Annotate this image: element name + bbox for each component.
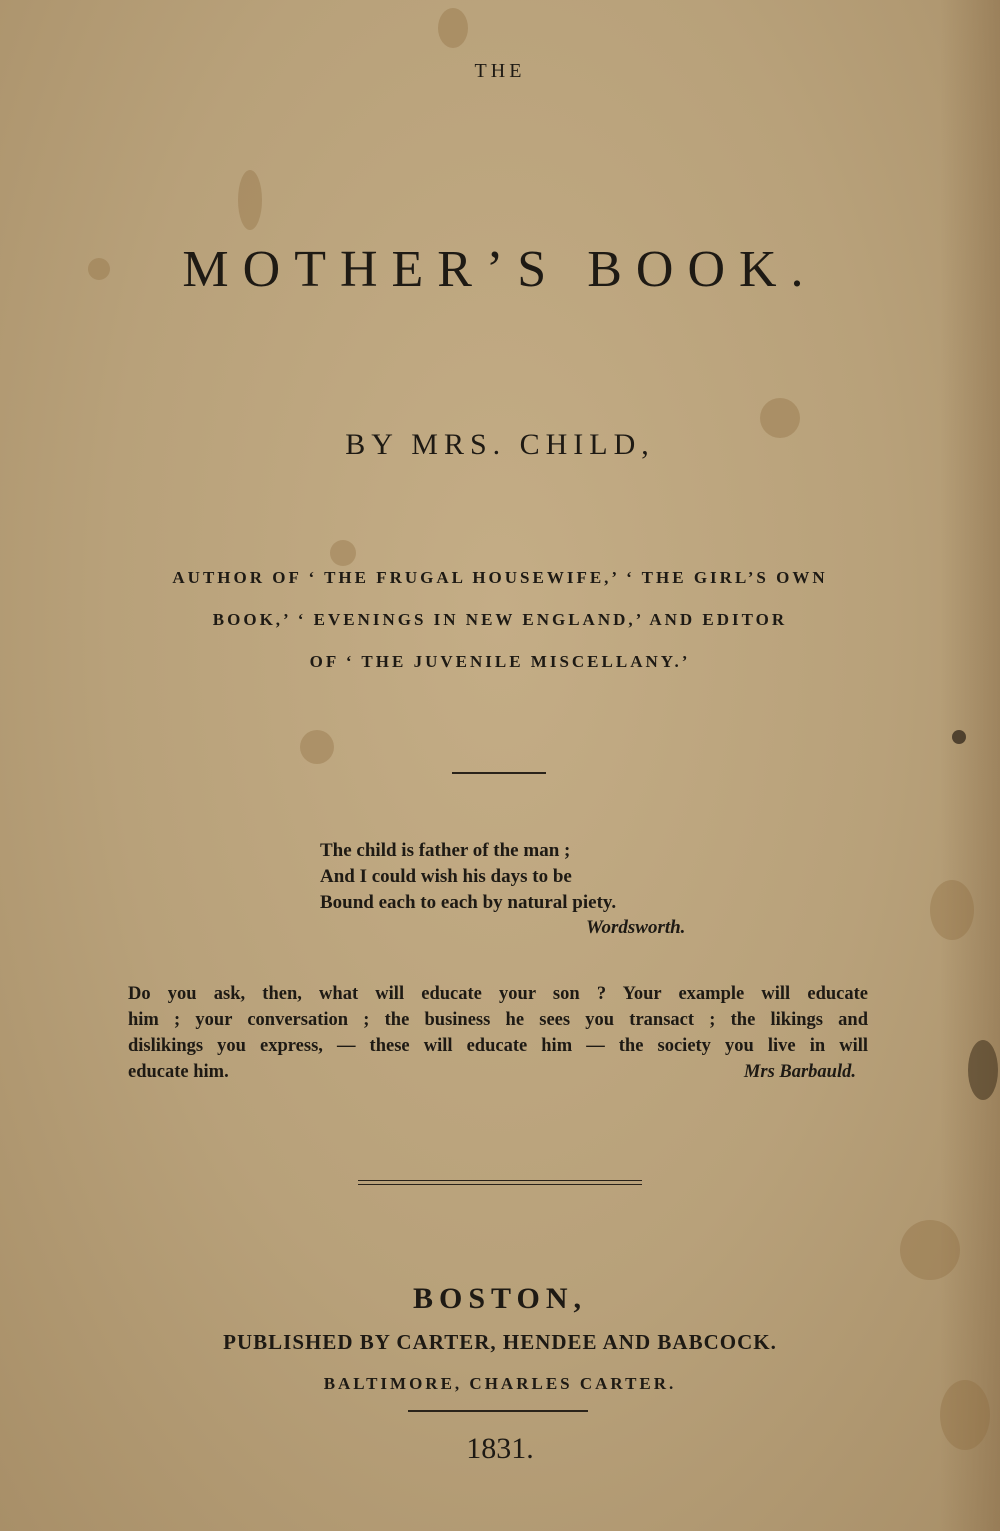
divider-rule: [452, 772, 546, 774]
author-note-line: AUTHOR OF ‘ THE FRUGAL HOUSEWIFE,’ ‘ THE GIRL’S OWN: [172, 568, 828, 587]
epigraph-poem-line: The child is father of the man ;: [320, 840, 571, 861]
author-byline: BY MRS. CHILD,: [345, 428, 655, 461]
author-note-line: BOOK,’ ‘ EVENINGS IN NEW ENGLAND,’ AND EDITOR: [212, 610, 788, 629]
epigraph-prose-line: dislikings you express, — these will educate him — the society you live in will: [128, 1036, 868, 1056]
epigraph-prose-attribution: Mrs Barbauld.: [743, 1062, 856, 1082]
epigraph-poem-line: And I could wish his days to be: [320, 866, 572, 887]
divider-rule: [408, 1410, 588, 1412]
book-title: MOTHER’S BOOK.: [182, 241, 818, 298]
double-divider-rule: [358, 1180, 642, 1181]
foxing-spot: [330, 540, 356, 566]
author-note-line: OF ‘ THE JUVENILE MISCELLANY.’: [309, 652, 691, 671]
imprint-city: BOSTON,: [413, 1282, 587, 1315]
epigraph-poem-line: Bound each to each by natural piety.: [320, 892, 617, 913]
foxing-spot: [968, 1040, 998, 1100]
foxing-spot: [300, 730, 334, 764]
imprint-year: 1831.: [466, 1432, 534, 1465]
imprint-publisher: PUBLISHED BY CARTER, HENDEE AND BABCOCK.: [223, 1330, 777, 1354]
epigraph-prose-line: Do you ask, then, what will educate your son ? Your example will educate: [128, 984, 868, 1004]
double-divider-rule: [358, 1184, 642, 1185]
imprint-secondary: BALTIMORE, CHARLES CARTER.: [323, 1374, 677, 1393]
foxing-spot: [930, 880, 974, 940]
foxing-spot: [952, 730, 966, 744]
epigraph-prose-last-line: [128, 1062, 856, 1083]
foxing-spot: [438, 8, 468, 48]
epigraph-prose-line: educate him.: [128, 1062, 229, 1082]
foxing-spot: [238, 170, 262, 230]
epigraph-prose-line: him ; your conversation ; the business he sees you transact ; the likings and: [128, 1010, 868, 1030]
epigraph-poem-attribution: Wordsworth.: [586, 917, 686, 938]
title-prefix: THE: [474, 60, 526, 82]
foxing-spot: [900, 1220, 960, 1280]
